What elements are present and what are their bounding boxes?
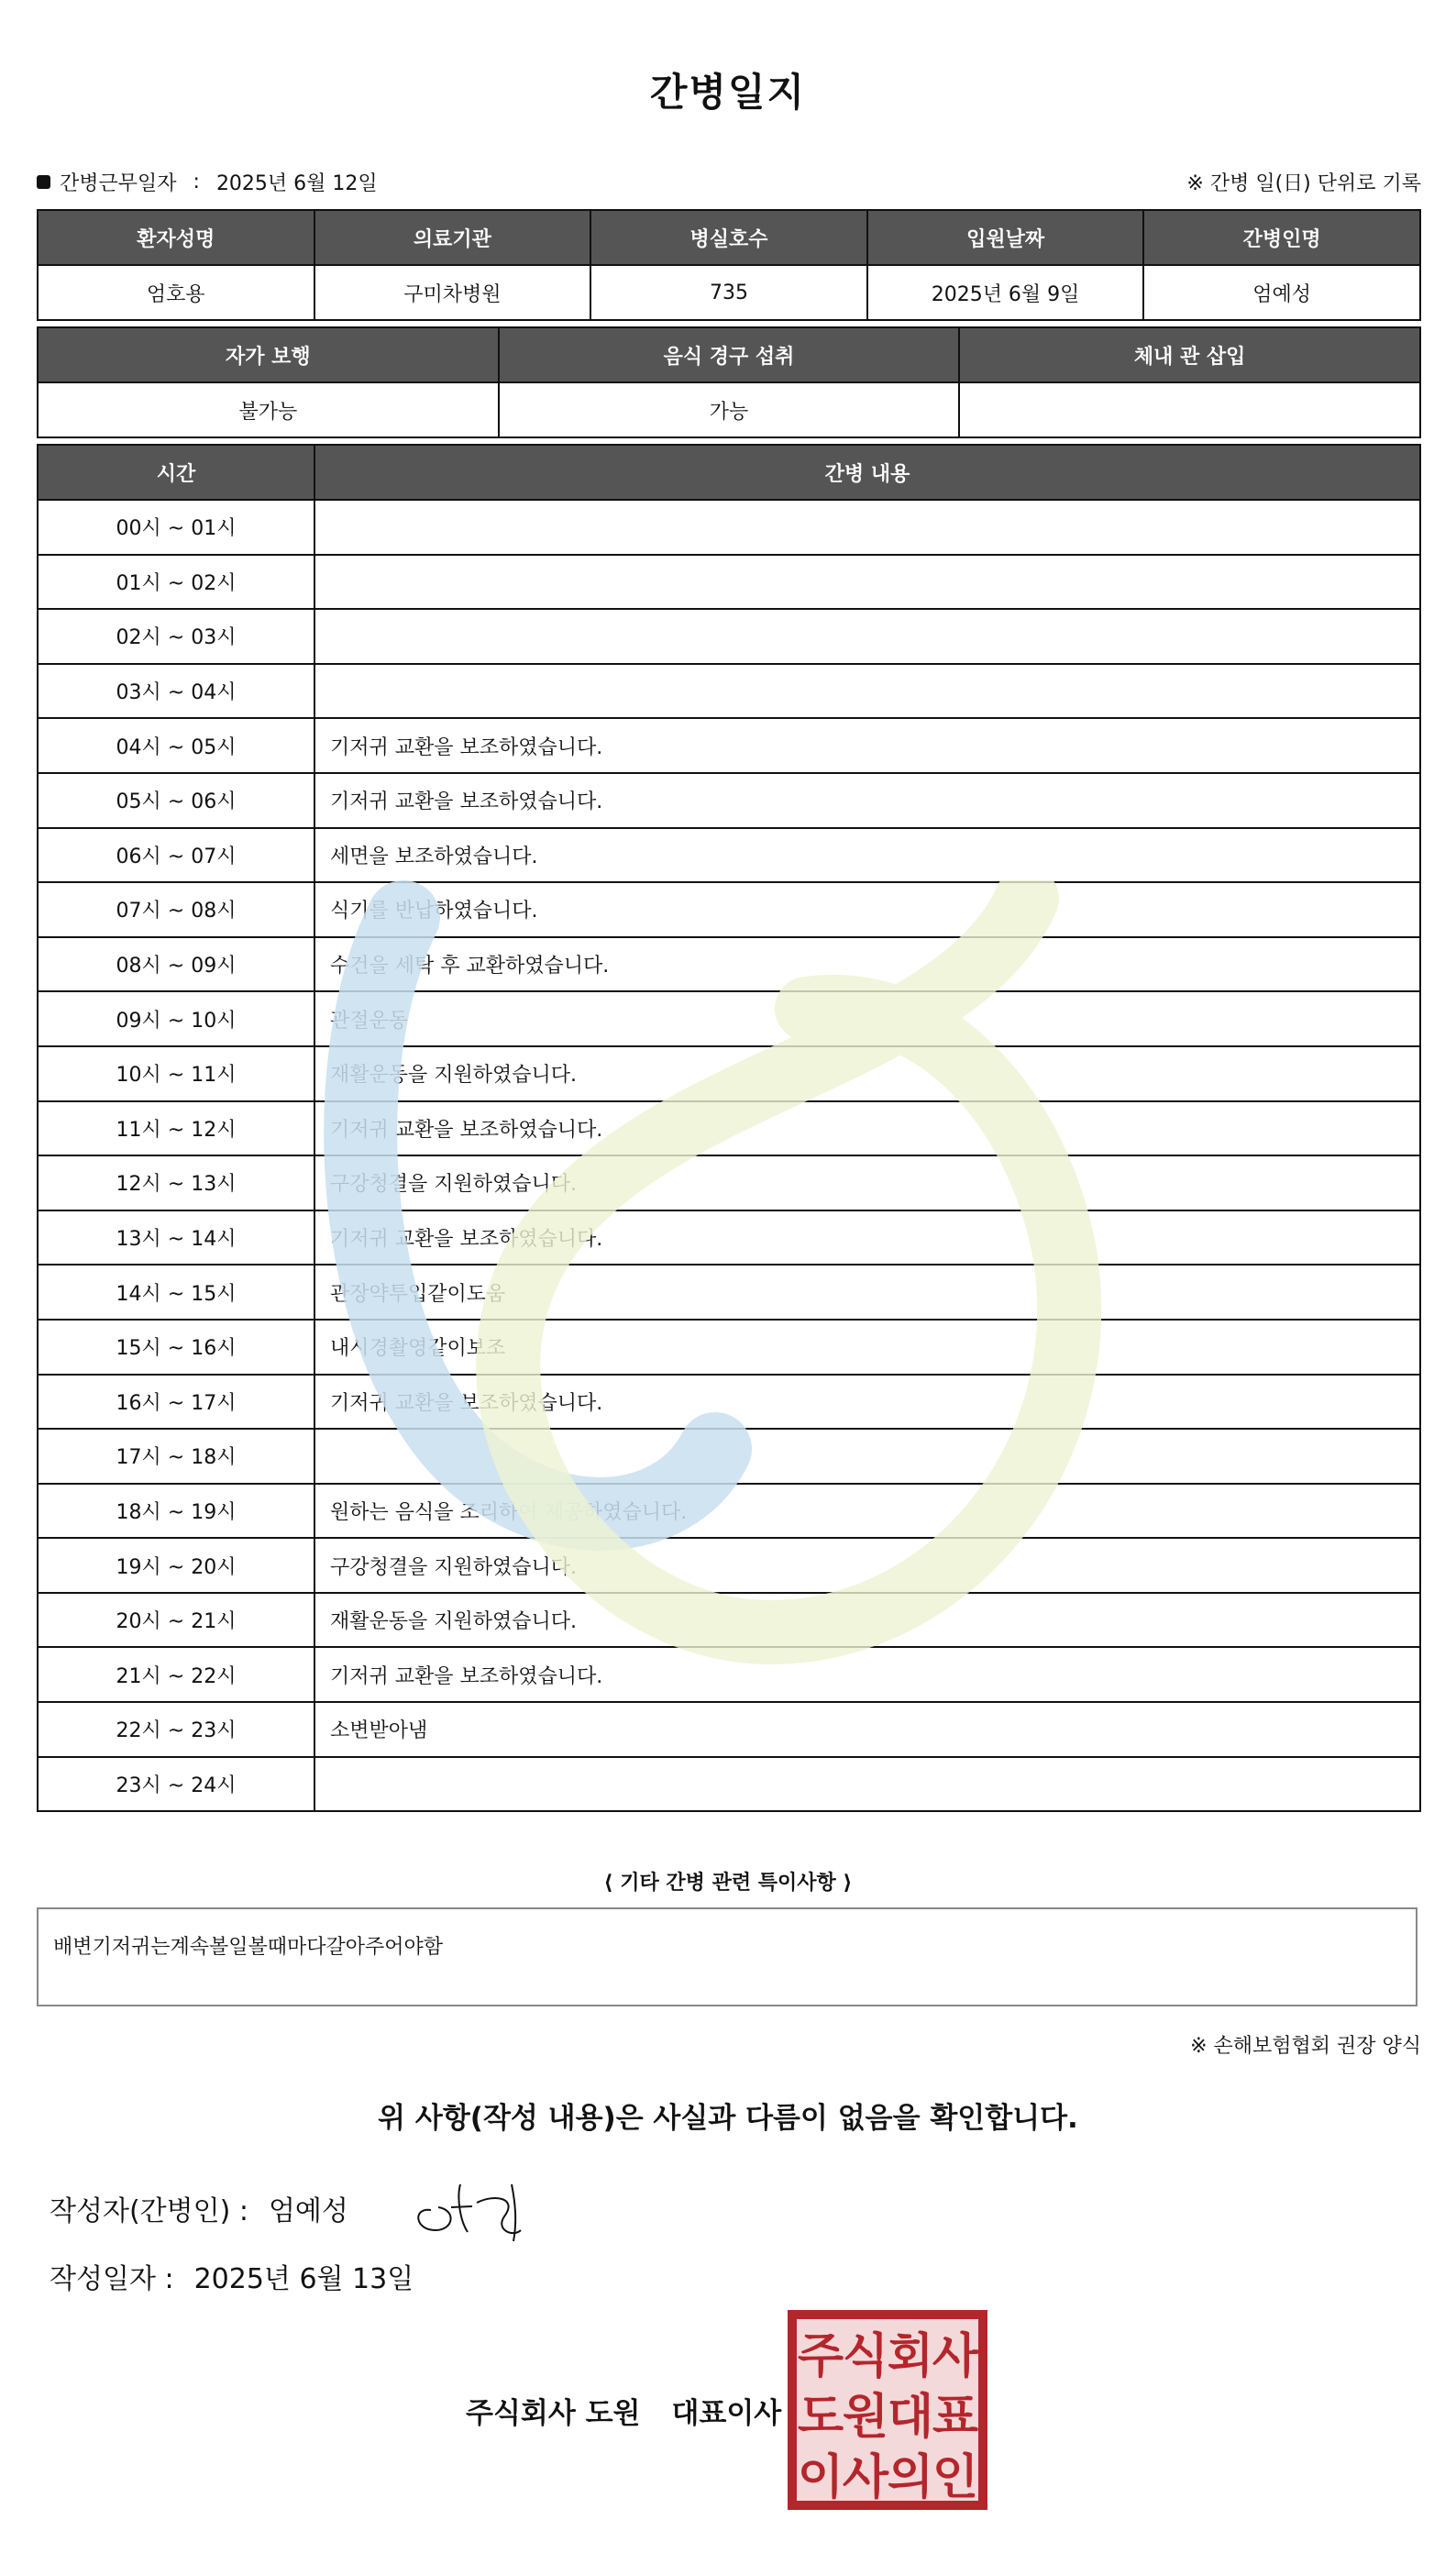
- log-row: [38, 1593, 1420, 1648]
- oral-intake-cell[interactable]: 가능: [499, 382, 960, 437]
- log-time-cell: 17시 ~ 18시: [38, 1429, 314, 1484]
- log-row: [38, 718, 1420, 773]
- log-row: [38, 937, 1420, 992]
- log-time-cell: 23시 ~ 24시: [38, 1757, 314, 1812]
- tube-insertion-cell[interactable]: [959, 382, 1420, 437]
- seal-glyph: 대: [887, 2390, 934, 2445]
- caregiver-name-cell[interactable]: 엄예성: [1143, 265, 1420, 320]
- log-row: [38, 1429, 1420, 1484]
- company-row: [466, 2390, 781, 2431]
- log-content-cell[interactable]: 관장약투입같이도움: [314, 1265, 1420, 1320]
- log-time-cell: 21시 ~ 22시: [38, 1647, 314, 1702]
- patient-header-row: [38, 210, 1420, 265]
- log-time-cell: 22시 ~ 23시: [38, 1702, 314, 1757]
- log-content-cell[interactable]: 재활운동을 지원하였습니다.: [314, 1046, 1420, 1101]
- log-row: [38, 1375, 1420, 1430]
- log-time-cell: 02시 ~ 03시: [38, 609, 314, 664]
- patient-header-cell: 병실호수: [590, 210, 867, 265]
- form-note: ※ 손해보험협회 권장 양식: [1190, 2035, 1421, 2058]
- seal-glyph: 사: [842, 2450, 889, 2505]
- log-time-cell: 03시 ~ 04시: [38, 664, 314, 719]
- log-row: [38, 1101, 1420, 1156]
- log-row: [38, 1647, 1420, 1702]
- patient-name-cell[interactable]: 엄호용: [38, 265, 314, 320]
- room-number-cell[interactable]: 735: [590, 265, 867, 320]
- log-time-cell: 01시 ~ 02시: [38, 555, 314, 610]
- patient-info-table: [37, 209, 1421, 321]
- care-log-table: [37, 444, 1421, 1812]
- log-time-cell: 07시 ~ 08시: [38, 882, 314, 937]
- log-row: [38, 991, 1420, 1046]
- log-row: [38, 1757, 1420, 1812]
- written-date-label: 작성일자 :: [50, 2263, 174, 2295]
- status-header-cell: 자가 보행: [38, 327, 499, 382]
- patient-header-cell: 간병인명: [1143, 210, 1420, 265]
- log-content-cell[interactable]: 수건을 세탁 후 교환하였습니다.: [314, 937, 1420, 992]
- log-row: [38, 1265, 1420, 1320]
- log-content-cell[interactable]: 식기를 반납하였습니다.: [314, 882, 1420, 937]
- log-content-cell[interactable]: 내시경촬영같이보조: [314, 1320, 1420, 1375]
- log-time-cell: 05시 ~ 06시: [38, 773, 314, 828]
- time-header: 시간: [38, 445, 314, 500]
- status-header-cell: 음식 경구 섭취: [499, 327, 960, 382]
- log-content-cell[interactable]: [314, 664, 1420, 719]
- log-row: [38, 1538, 1420, 1593]
- meta-row: [37, 165, 1421, 198]
- work-date-separator: :: [193, 170, 200, 193]
- log-content-cell[interactable]: 소변받아냄: [314, 1702, 1420, 1757]
- log-time-cell: 11시 ~ 12시: [38, 1101, 314, 1156]
- seal-glyph: 표: [932, 2390, 979, 2445]
- self-walking-cell[interactable]: 불가능: [38, 382, 499, 437]
- remarks-text: 배변기저귀는계속볼일볼때마다갈아주어야함: [53, 1936, 444, 1959]
- log-time-cell: 15시 ~ 16시: [38, 1320, 314, 1375]
- status-header-row: [38, 327, 1420, 382]
- log-content-cell[interactable]: 재활운동을 지원하였습니다.: [314, 1593, 1420, 1648]
- log-content-cell[interactable]: 관절운동: [314, 991, 1420, 1046]
- log-content-cell[interactable]: 기저귀 교환을 보조하였습니다.: [314, 1210, 1420, 1265]
- author-label: 작성자(간병인) :: [50, 2195, 248, 2227]
- work-date-value: 2025년 6월 12일: [215, 171, 378, 195]
- log-content-cell[interactable]: [314, 500, 1420, 555]
- author-name: 엄예성: [268, 2195, 348, 2227]
- seal-glyph: 인: [932, 2450, 979, 2505]
- company-name: 주식회사 도원: [466, 2397, 641, 2430]
- log-row: [38, 1320, 1420, 1375]
- log-content-cell[interactable]: [314, 555, 1420, 610]
- seal-glyph: 주: [797, 2329, 844, 2384]
- log-content-cell[interactable]: 구강청결을 지원하였습니다.: [314, 1155, 1420, 1210]
- log-row: [38, 609, 1420, 664]
- patient-value-row: [38, 265, 1420, 320]
- patient-header-cell: 입원날짜: [867, 210, 1144, 265]
- work-date-label: 간병근무일자: [60, 171, 177, 195]
- confirmation-statement: 위 사항(작성 내용)은 사실과 다름이 없음을 확인합니다.: [378, 2102, 1078, 2135]
- log-time-cell: 10시 ~ 11시: [38, 1046, 314, 1101]
- log-row: [38, 555, 1420, 610]
- log-content-cell[interactable]: 세면을 보조하였습니다.: [314, 828, 1420, 883]
- handwritten-signature: [403, 2166, 532, 2249]
- seal-glyph: 도: [797, 2390, 844, 2445]
- seal-glyph: 식: [842, 2329, 889, 2384]
- seal-glyph: 회: [887, 2329, 934, 2384]
- page-title: 간병일지: [649, 70, 807, 115]
- log-time-cell: 18시 ~ 19시: [38, 1484, 314, 1539]
- log-time-cell: 06시 ~ 07시: [38, 828, 314, 883]
- patient-status-table: [37, 326, 1421, 438]
- remarks-box[interactable]: [37, 1907, 1417, 2006]
- log-row: [38, 1046, 1420, 1101]
- log-content-cell[interactable]: 기저귀 교환을 보조하였습니다.: [314, 1375, 1420, 1430]
- log-time-cell: 04시 ~ 05시: [38, 718, 314, 773]
- log-content-cell[interactable]: 기저귀 교환을 보조하였습니다.: [314, 718, 1420, 773]
- log-row: [38, 500, 1420, 555]
- log-row: [38, 1484, 1420, 1539]
- seal-glyph: 원: [842, 2390, 889, 2445]
- log-row: [38, 1702, 1420, 1757]
- log-time-cell: 00시 ~ 01시: [38, 500, 314, 555]
- hospital-cell[interactable]: 구미차병원: [314, 265, 591, 320]
- log-content-cell[interactable]: 기저귀 교환을 보조하였습니다.: [314, 1101, 1420, 1156]
- record-note: ※ 간병 일(日) 단위로 기록: [1186, 171, 1421, 195]
- log-content-cell[interactable]: [314, 609, 1420, 664]
- log-time-cell: 20시 ~ 21시: [38, 1593, 314, 1648]
- log-content-cell[interactable]: [314, 1429, 1420, 1484]
- seal-glyph: 의: [887, 2450, 934, 2505]
- status-value-row: [38, 382, 1420, 437]
- log-row: [38, 664, 1420, 719]
- patient-header-cell: 의료기관: [314, 210, 591, 265]
- log-content-cell[interactable]: 구강청결을 지원하였습니다.: [314, 1538, 1420, 1593]
- log-header-row: [38, 445, 1420, 500]
- company-role: 대표이사: [671, 2397, 782, 2430]
- log-row: [38, 1210, 1420, 1265]
- status-header-cell: 체내 관 삽입: [959, 327, 1420, 382]
- remarks-title: ⟨ 기타 간병 관련 특이사항 ⟩: [603, 1872, 853, 1895]
- log-content-cell[interactable]: 기저귀 교환을 보조하였습니다.: [314, 773, 1420, 828]
- work-date: [37, 168, 378, 196]
- log-row: [38, 1155, 1420, 1210]
- log-row: [38, 828, 1420, 883]
- log-time-cell: 14시 ~ 15시: [38, 1265, 314, 1320]
- author-row: [50, 2188, 348, 2228]
- log-time-cell: 08시 ~ 09시: [38, 937, 314, 992]
- log-content-cell[interactable]: 원하는 음식을 조리하여 제공하였습니다.: [314, 1484, 1420, 1539]
- log-row: [38, 882, 1420, 937]
- company-seal: [784, 2306, 991, 2514]
- seal-glyph: 이: [797, 2450, 844, 2505]
- log-time-cell: 09시 ~ 10시: [38, 991, 314, 1046]
- log-row: [38, 773, 1420, 828]
- log-time-cell: 12시 ~ 13시: [38, 1155, 314, 1210]
- seal-glyph: 사: [932, 2329, 979, 2384]
- log-time-cell: 19시 ~ 20시: [38, 1538, 314, 1593]
- log-content-cell[interactable]: 기저귀 교환을 보조하였습니다.: [314, 1647, 1420, 1702]
- written-date-value: 2025년 6월 13일: [193, 2263, 414, 2295]
- log-time-cell: 13시 ~ 14시: [38, 1210, 314, 1265]
- log-time-cell: 16시 ~ 17시: [38, 1375, 314, 1430]
- date-row: [50, 2256, 414, 2296]
- care-content-header: 간병 내용: [314, 445, 1420, 500]
- admission-date-cell[interactable]: 2025년 6월 9일: [867, 265, 1144, 320]
- square-bullet-icon: [37, 175, 50, 189]
- log-content-cell[interactable]: [314, 1757, 1420, 1812]
- patient-header-cell: 환자성명: [38, 210, 314, 265]
